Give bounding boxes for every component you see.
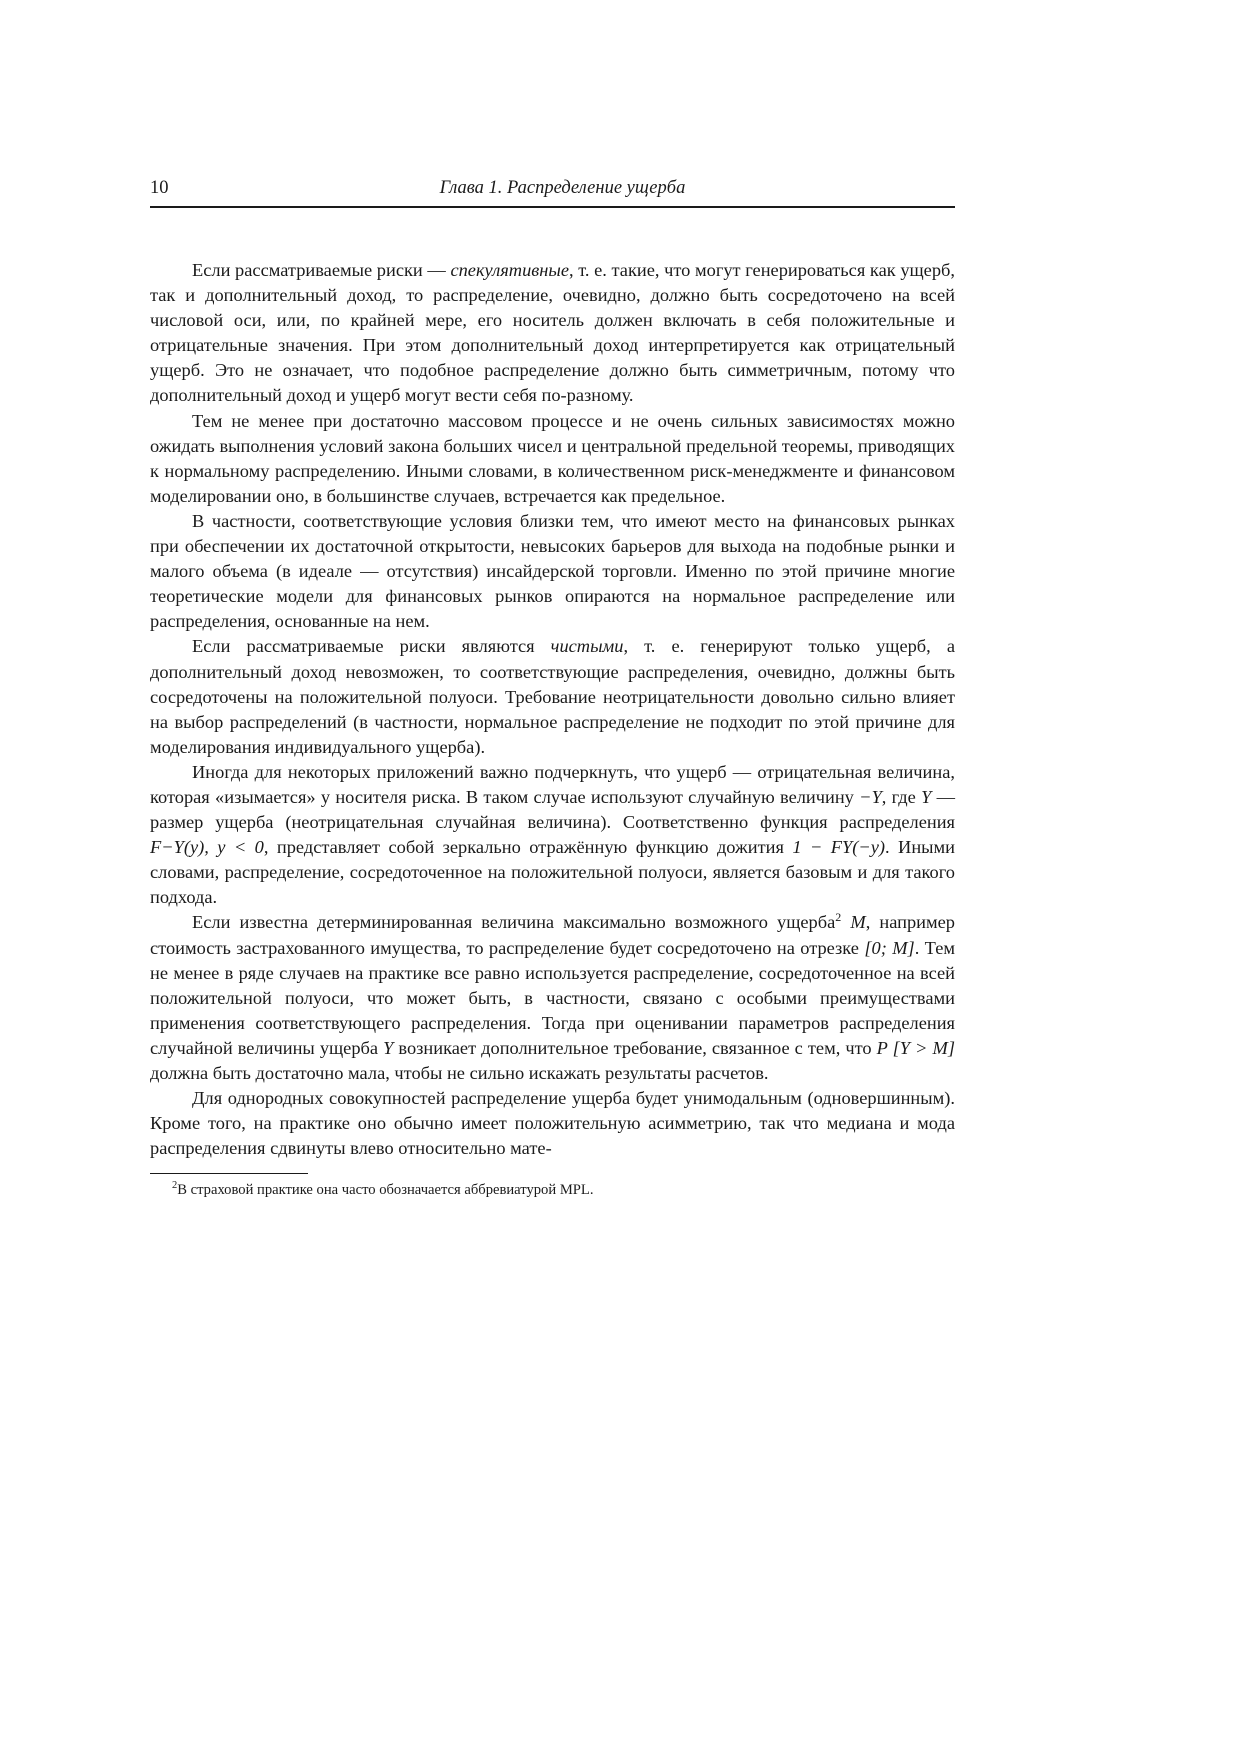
chapter-title: Глава 1. Распределение ущерба: [439, 178, 686, 198]
math-y: Y: [921, 786, 932, 807]
p6-text-c: . Тем не менее в ряде случаев на практике все равно используется распределение, сосредоточенное на всей положительной полуоси, что может быть, в частности, связано с особыми преимуществами применения соответствующего распределения. Тогда при оценивании параметров распределения случайной величины ущерба: [150, 937, 956, 1058]
math-m: M: [850, 912, 866, 933]
p6-text-b: , например стоимость застрахованного имущества, то распределение будет сосредоточено на отрезке: [150, 912, 955, 958]
footnote: [150, 1180, 955, 1200]
footnote-rule: [150, 1173, 308, 1174]
footnote-text: В страховой практике она часто обозначается аббревиатурой MPL.: [177, 1182, 594, 1199]
math-cdf-neg-y: F−Y(y), y < 0: [150, 837, 264, 858]
running-head: [150, 178, 955, 206]
footnote-reference[interactable]: 2: [835, 910, 842, 925]
p5-text-a: Иногда для некоторых приложений важно подчеркнуть, что ущерб — отрицательная величина, которая «изымается» у носителя риска. В таком случае используют случайную величину: [150, 761, 955, 807]
paragraph-7: Для однородных совокупностей распределение ущерба будет унимодальным (одновершинным). Кроме того, на практике оно обычно имеет положительную асимметрию, так что медиана и мода распределения сдвинуты влево относительно мате-: [150, 1088, 955, 1159]
p1-text-b: , т. е. такие, что могут генерироваться как ущерб, так и дополнительный доход, то распределение, очевидно, должно быть сосредоточено на всей числовой оси, или, по крайней мере, его носитель должен включать в себя положительные и отрицательные значения. При этом дополнительный доход интерпретируется как отрицательный ущерб. Это не означает, что подобное распределение должно быть симметричным, потому что дополнительный доход и ущерб могут вести себя по-разному.: [150, 260, 955, 406]
math-probability: P [Y > M]: [876, 1037, 955, 1058]
paragraph-2: Тем не менее при достаточно массовом процессе и не очень сильных зависимостях можно ожидать выполнения условий закона больших чисел и центральной предельной теоремы, приводящих к нормальному распределению. Иными словами, в количественном риск-менеджменте и финансовом моделировании оно, в большинстве случаев, встречается как предельное.: [150, 410, 955, 506]
math-neg-y: −Y: [859, 786, 882, 807]
term-speculative: спекулятивные: [450, 260, 569, 280]
p6-text-a: Если известна детерминированная величина максимально возможного ущерба: [192, 912, 836, 933]
p5-text-d: , представляет собой зеркально отражённую функцию дожития: [263, 837, 793, 858]
p4-text-b: , т. е. генерируют только ущерб, а дополнительный доход невозможен, то соответствующие распределения, очевидно, должны быть сосредоточены на положительной полуоси. Требование неотрицательности довольно сильно влияет на выбор распределений (в частности, нормальное распределение не подходит по этой причине для моделирования индивидуального ущерба).: [150, 636, 955, 757]
p5-text-c: — размер ущерба (неотрицательная случайная величина). Соответственно функция распределения: [150, 786, 955, 833]
math-survival: 1 − FY(−y): [792, 837, 886, 858]
math-y: Y: [383, 1037, 394, 1058]
p6-text-e: должна быть достаточно мала, чтобы не сильно искажать результаты расчетов.: [150, 1063, 769, 1083]
page-number: 10: [150, 178, 169, 198]
math-interval: [0; M]: [864, 937, 915, 958]
p4-text-a: Если рассматриваемые риски являются: [192, 636, 551, 657]
document-page: [150, 178, 955, 1200]
paragraph-3: В частности, соответствующие условия близки тем, что имеют место на финансовых рынках при обеспечении их достаточной открытости, невысоких барьеров для выхода на подобные рынки и малого объема (в идеале — отсутствия) инсайдерской торговли. Именно по этой причине многие теоретические модели для финансовых рынков опираются на нормальное распределение или распределения, основанные на нем.: [150, 510, 955, 632]
paragraph-1: [150, 258, 955, 409]
paragraph-6: [150, 910, 955, 1086]
footnote-mark: 2: [172, 1180, 178, 1192]
paragraph-5: [150, 760, 955, 911]
p1-text-a: Если рассматриваемые риски —: [192, 260, 451, 280]
header-rule: [150, 206, 955, 208]
p5-text-b: , где: [881, 786, 922, 807]
term-pure: чистыми: [550, 636, 624, 657]
body-text: [150, 258, 955, 1161]
paragraph-4: [150, 634, 955, 759]
p5-text-e: . Иными словами, распределение, сосредоточенное на положительной полуоси, является базовым и для такого подхода.: [150, 837, 956, 908]
p6-text-d: возникает дополнительное требование, связанное с тем, что: [393, 1037, 877, 1058]
